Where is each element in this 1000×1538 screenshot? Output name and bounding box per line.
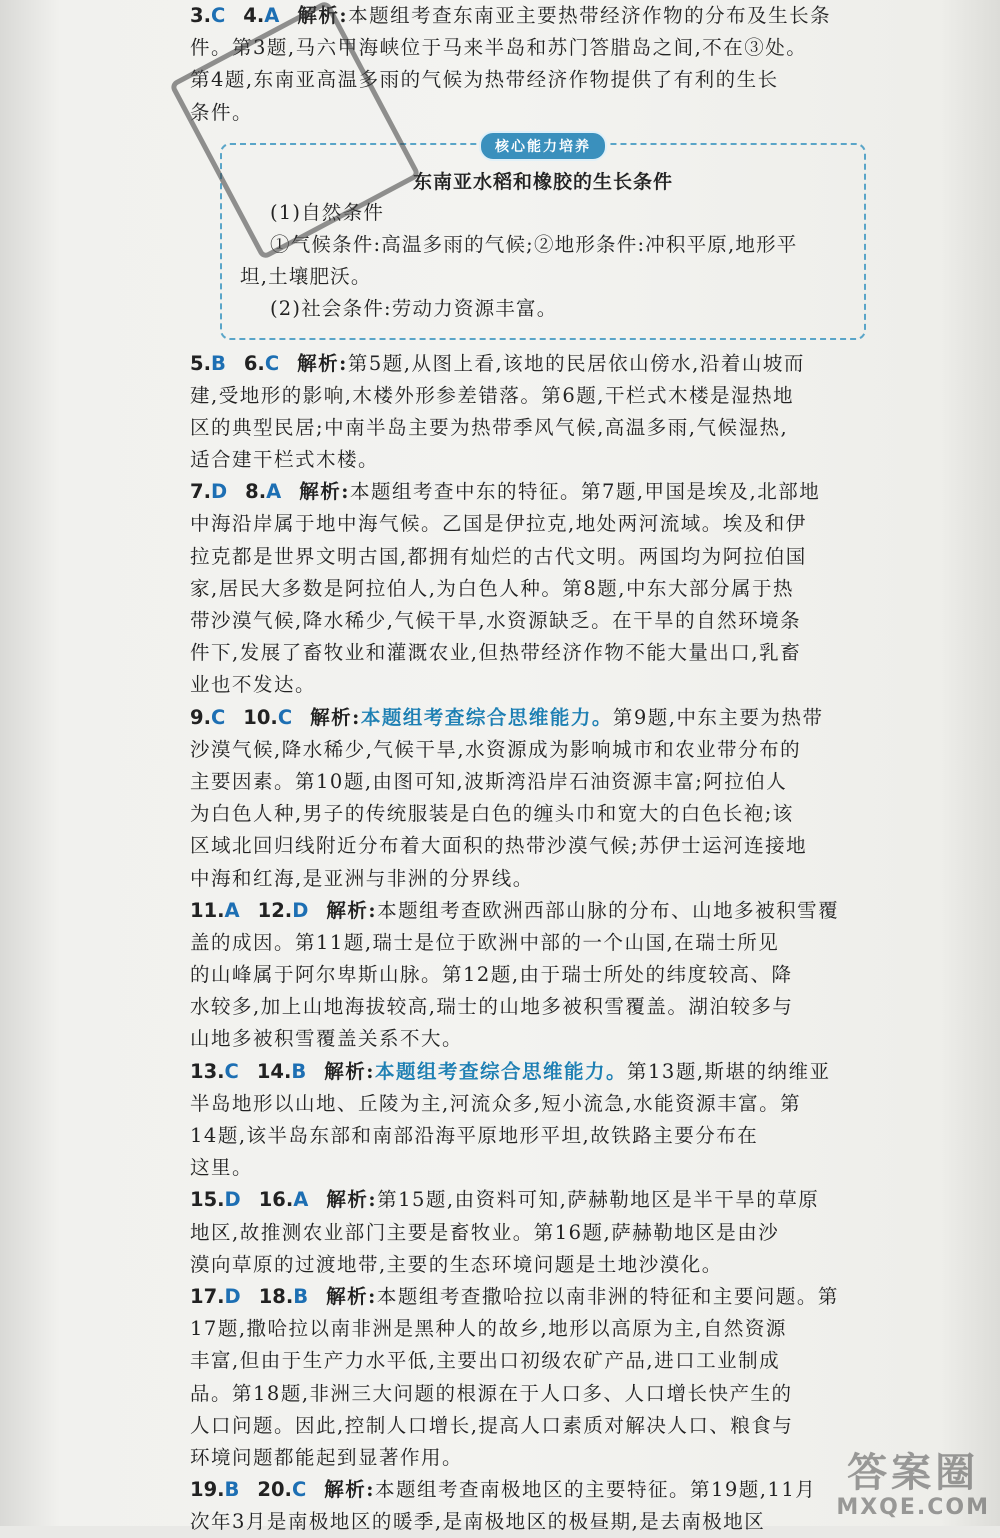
- core-ability-box: [220, 138, 866, 340]
- text-line: 半岛地形以山地、丘陵为主,河流众多,短小流急,水能资源丰富。第: [190, 1091, 802, 1115]
- analysis-label: 解析:: [310, 705, 361, 729]
- text-line: 家,居民大多数是阿拉伯人,为白色人种。第8题,中东大部分属于热: [190, 576, 795, 600]
- answer-key: D: [224, 1284, 241, 1308]
- text-line: 环境问题都能起到显著作用。: [190, 1445, 464, 1469]
- answer-key: D: [292, 898, 309, 922]
- analysis-text: 第9题,中东主要为热带: [612, 705, 824, 729]
- answer-key: A: [264, 4, 280, 27]
- analysis-label: 解析:: [326, 898, 378, 922]
- answer-key: C: [210, 4, 226, 27]
- text-line: 盖的成因。第11题,瑞士是位于欧洲中部的一个山国,在瑞士所见: [190, 930, 780, 954]
- analysis-text: 第13题,斯堪的纳维亚: [627, 1059, 831, 1083]
- text-line: 沙漠气候,降水稀少,气候干旱,水资源成为影响城市和农业带分布的: [190, 737, 802, 761]
- analysis-text: 本题组考查中东的特征。第7题,甲国是埃及,北部地: [349, 480, 821, 504]
- answer-entry-7-8: 7.D 8.A 解析:本题组考查中东的特征。第7题,甲国是埃及,北部地 中海沿岸属于地中海气候。乙国是伊拉克,地处两河流域。埃及和伊 拉克都是世界文明古国,都拥有灿烂的古代文明。两国均为阿拉伯国 家,居民大多数是阿拉伯人,为白色人种。第8题,中东大部分属于热 带沙漠气候,降水稀少,气候干旱,水资源缺乏。在干旱的自然环境条 件下,发展了畜牧业和灌溉农业,但热带经济作物不能大量出口,乳畜 业也不发达。: [190, 476, 880, 701]
- box-title: 东南亚水稻和橡胶的生长条件: [412, 170, 673, 193]
- answer-key: B: [291, 1059, 307, 1083]
- answer-key: B: [210, 351, 226, 375]
- answer-entry-9-10: 9.C 10.C 解析:本题组考查综合思维能力。第9题,中东主要为热带 沙漠气候,降水稀少,气候干旱,水资源成为影响城市和农业带分布的 主要因素。第10题,由图可知,波斯湾沿岸石油资源丰富;阿拉伯人 为白色人种,男子的传统服装是白色的缠头巾和宽大的白色长袍;该 区域北回归线附近分布着大面积的热带沙漠气候;苏伊士运河连接地 中海和红海,是亚洲与非洲的分界线。: [190, 702, 880, 895]
- box-line: (1)自然条件: [270, 200, 385, 224]
- analysis-label: 解析:: [297, 351, 348, 375]
- text-line: 地区,故推测农业部门主要是畜牧业。第16题,萨赫勒地区是由沙: [190, 1220, 780, 1244]
- text-line: 拉克都是世界文明古国,都拥有灿烂的古代文明。两国均为阿拉伯国: [190, 544, 807, 568]
- text-line: 主要因素。第10题,由图可知,波斯湾沿岸石油资源丰富;阿拉伯人: [190, 769, 788, 793]
- answer-entry-19-20: 19.B 20.C 解析:本题组考查南极地区的主要特征。第19题,11月 次年3月是南极地区的暖季,是南极地区的极昼期,是去南极地区: [190, 1474, 880, 1538]
- text-line: 丰富,但由于生产力水平低,主要出口初级农矿产品,进口工业制成: [190, 1349, 781, 1373]
- box-line: (2)社会条件:劳动力资源丰富。: [270, 297, 558, 321]
- answer-entry-13-14: 13.C 14.B 解析:本题组考查综合思维能力。第13题,斯堪的纳维亚 半岛地形以山地、丘陵为主,河流众多,短小流急,水能资源丰富。第 14题,该半岛东部和南部沿海平原地形平坦,故铁路主要分布在 这里。: [190, 1056, 880, 1185]
- answer-key: C: [224, 1059, 239, 1083]
- answer-entry-5-6: 5.B 6.C 解析:第5题,从图上看,该地的民居依山傍水,沿着山坡而 建,受地形的影响,木楼外形参差错落。第6题,干栏式木楼是湿热地 区的典型民居;中南半岛主要为热带季风气候,高温多雨,气候湿热, 适合建干栏式木楼。: [190, 348, 880, 477]
- analysis-label: 解析:: [324, 1059, 375, 1083]
- text-line: 品。第18题,非洲三大问题的根源在于人口多、人口增长快产生的: [190, 1381, 793, 1405]
- text-line: 区的典型民居;中南半岛主要为热带季风气候,高温多雨,气候湿热,: [190, 415, 789, 439]
- answer-key: A: [224, 898, 240, 922]
- text-line: 漠向草原的过渡地带,主要的生态环境问题是土地沙漠化。: [190, 1252, 723, 1276]
- answer-key: D: [224, 1188, 241, 1212]
- answer-entry-17-18: 17.D 18.B 解析:本题组考查撒哈拉以南非洲的特征和主要问题。第 17题,撒哈拉以南非洲是黑种人的故乡,地形以高原为主,自然资源 丰富,但由于生产力水平低,主要出口初级农矿产品,进口工业制成 品。第18题,非洲三大问题的根源在于人口多、人口增长快产生的 人口问题。因此,控制人口增长,提高人口素质对解决人口、粮食与 环境问题都能起到显著作用。: [190, 1281, 880, 1474]
- answer-entry-15-16: 15.D 16.A 解析:第15题,由资料可知,萨赫勒地区是半干旱的草原 地区,故推测农业部门主要是畜牧业。第16题,萨赫勒地区是由沙 漠向草原的过渡地带,主要的生态环境问题是土地沙漠化。: [190, 1184, 880, 1281]
- analysis-text: 第15题,由资料可知,萨赫勒地区是半干旱的草原: [377, 1188, 820, 1212]
- text-line: 建,受地形的影响,木楼外形参差错落。第6题,干栏式木楼是湿热地: [190, 383, 795, 407]
- text-line: 区域北回归线附近分布着大面积的热带沙漠气候;苏伊士运河连接地: [190, 834, 808, 858]
- answer-key: D: [210, 480, 228, 504]
- answer-key: A: [266, 480, 282, 504]
- text-line: 件。第3题,马六甲海峡位于马来半岛和苏门答腊岛之间,不在③处。: [190, 36, 808, 60]
- analysis-label: 解析:: [326, 1188, 378, 1212]
- text-line: 第4题,东南亚高温多雨的气候为热带经济作物提供了有利的生长: [190, 68, 779, 92]
- analysis-label: 解析:: [324, 1478, 375, 1502]
- answer-key: C: [264, 351, 280, 375]
- answer-entry-11-12: 11.A 12.D 解析:本题组考查欧洲西部山脉的分布、山地多被积雪覆 盖的成因。第11题,瑞士是位于欧洲中部的一个山国,在瑞士所见 的山峰属于阿尔卑斯山脉。第12题,由于瑞士所处的纬度较高、降 水较多,加上山地海拔较高,瑞士的山地多被积雪覆盖。湖泊较多与 山地多被积雪覆盖关系不大。: [190, 895, 880, 1056]
- text-line: 中海沿岸属于地中海气候。乙国是伊拉克,地处两河流域。埃及和伊: [190, 512, 807, 536]
- text-line: 件下,发展了畜牧业和灌溉农业,但热带经济作物不能大量出口,乳畜: [190, 641, 802, 665]
- answer-key: C: [277, 705, 293, 729]
- text-line: 17题,撒哈拉以南非洲是黑种人的故乡,地形以高原为主,自然资源: [190, 1317, 787, 1341]
- answer-key: A: [293, 1188, 309, 1212]
- analysis-text: 本题组考查南极地区的主要特征。第19题,11月: [374, 1478, 817, 1502]
- answer-content: [190, 0, 880, 1538]
- text-line: 次年3月是南极地区的暖季,是南极地区的极昼期,是去南极地区: [190, 1510, 766, 1534]
- analysis-label: 解析:: [299, 480, 350, 504]
- box-badge: 核心能力培养: [479, 131, 607, 161]
- answer-key: C: [291, 1478, 307, 1502]
- text-line: 为白色人种,男子的传统服装是白色的缠头巾和宽大的白色长袍;该: [190, 802, 794, 826]
- text-line: 这里。: [190, 1156, 254, 1180]
- text-line: 人口问题。因此,控制人口增长,提高人口素质对解决人口、粮食与: [190, 1413, 794, 1437]
- answer-key: C: [210, 705, 226, 729]
- analysis-text: 第5题,从图上看,该地的民居依山傍水,沿着山坡而: [347, 351, 805, 375]
- text-line: 山地多被积雪覆盖关系不大。: [190, 1027, 464, 1051]
- text-line: 业也不发达。: [190, 673, 317, 697]
- box-line: 坦,土壤肥沃。: [240, 265, 372, 289]
- watermark-title: 答案圈: [847, 1450, 980, 1496]
- analysis-text: 本题组考查撒哈拉以南非洲的特征和主要问题。第: [376, 1284, 839, 1308]
- highlight-text: 本题组考查综合思维能力。: [374, 1059, 627, 1083]
- analysis-text: 本题组考查东南亚主要热带经济作物的分布及生长条: [348, 4, 832, 27]
- answer-key: B: [293, 1284, 309, 1308]
- text-line: 适合建干栏式木楼。: [190, 448, 380, 472]
- text-line: 14题,该半岛东部和南部沿海平原地形平坦,故铁路主要分布在: [190, 1124, 759, 1147]
- box-line: ①气候条件:高温多雨的气候;②地形条件:冲积平原,地形平: [270, 232, 798, 256]
- answer-entry-3-4: 3.C 4.A 解析:本题组考查东南亚主要热带经济作物的分布及生长条 件。第3题,马六甲海峡位于马来半岛和苏门答腊岛之间,不在③处。 第4题,东南亚高温多雨的气候为热带经济作物提供了有利的生长 条件。: [190, 0, 880, 129]
- text-line: 带沙漠气候,降水稀少,气候干旱,水资源缺乏。在干旱的自然环境条: [190, 609, 802, 632]
- highlight-text: 本题组考查综合思维能力。: [360, 705, 613, 729]
- answer-key: B: [224, 1478, 240, 1502]
- text-line: 水较多,加上山地海拔较高,瑞士的山地多被积雪覆盖。湖泊较多与: [190, 995, 794, 1019]
- watermark-url: MXQE.COM: [836, 1495, 990, 1520]
- text-line: 中海和红海,是亚洲与非洲的分界线。: [190, 866, 534, 890]
- text-line: 的山峰属于阿尔卑斯山脉。第12题,由于瑞士所处的纬度较高、降: [190, 963, 793, 987]
- analysis-label: 解析:: [297, 4, 349, 27]
- text-line: 条件。: [190, 100, 254, 124]
- analysis-label: 解析:: [326, 1284, 377, 1308]
- analysis-text: 本题组考查欧洲西部山脉的分布、山地多被积雪覆: [377, 898, 840, 922]
